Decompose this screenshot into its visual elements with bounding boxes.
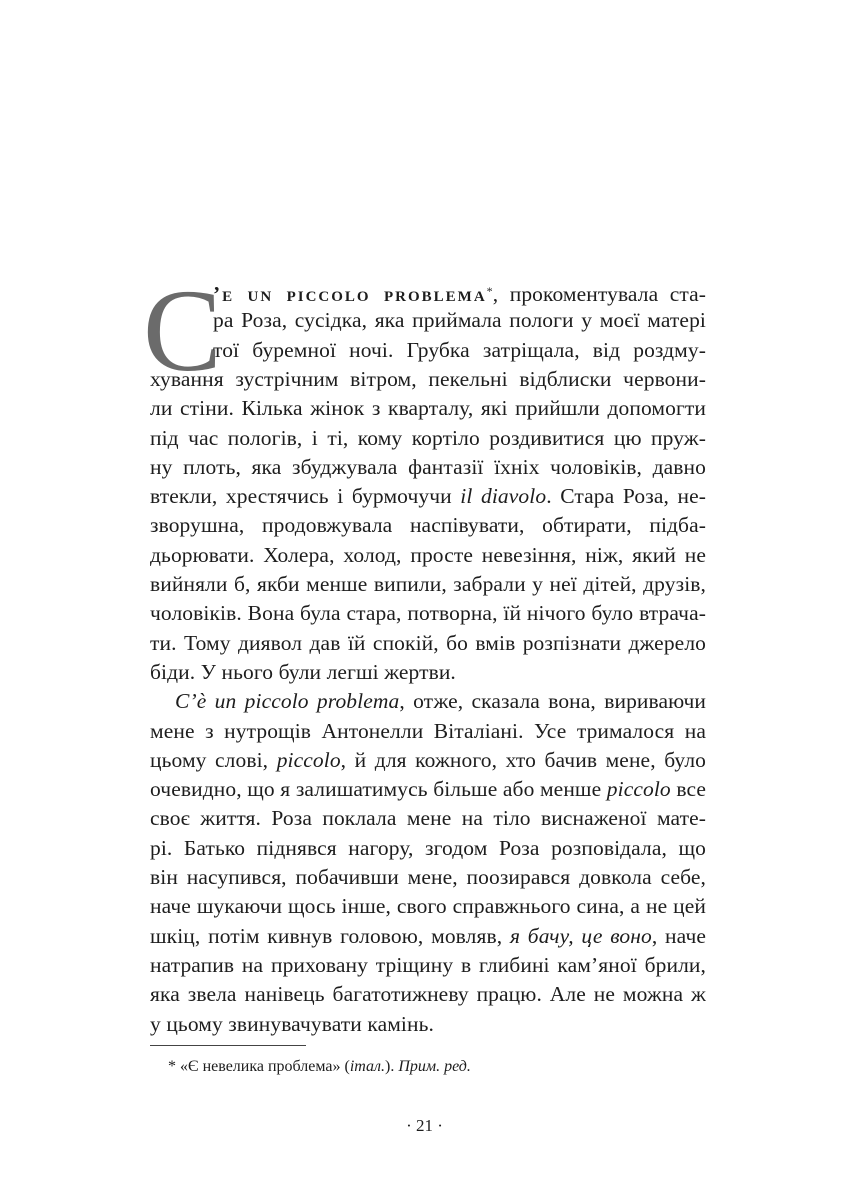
- text-line: [150, 631, 706, 655]
- text-segment: мене з нутрощів Антонелли Віталіані. Усе трималося на: [150, 718, 706, 743]
- text-line: [150, 806, 706, 830]
- text-segment: рі. Батько піднявся нагору, згодом Роза розповідала, що: [150, 835, 706, 860]
- footnote-editor-note: Прим. ред.: [398, 1058, 471, 1075]
- footnote-reference: *: [486, 284, 493, 298]
- text-segment: під час пологів, і ті, кому кортіло роздивитися цю пруж-: [150, 425, 706, 450]
- text-segment: він насупився, побачивши мене, поозирався довкола себе,: [150, 865, 706, 889]
- text-segment: все: [670, 777, 706, 802]
- text-segment: . Стара Роза, не-: [546, 484, 707, 509]
- text-line: [213, 338, 706, 362]
- text-segment: шкіц, потім кивнув головою, мовляв,: [150, 923, 510, 948]
- text-line: [150, 748, 706, 772]
- footnote-lang: італ.: [349, 1058, 385, 1075]
- italic-phrase: C’è un piccolo problema: [175, 689, 400, 714]
- footnote: [168, 1058, 471, 1076]
- text-line: [150, 1012, 706, 1036]
- text-segment: ра Роза, сусідка, яка приймала пологи у моєї матері: [213, 308, 706, 333]
- text-line: [150, 894, 706, 918]
- text-line: [213, 308, 706, 332]
- text-segment: , й для кожного, хто бачив мене, було: [340, 747, 706, 772]
- text-segment: зворушна, продовжувала наспівувати, обтирати, підба-: [150, 513, 706, 538]
- drop-cap: C: [143, 265, 222, 396]
- text-line: [150, 719, 706, 743]
- page-number: · 21 ·: [406, 1116, 443, 1135]
- text-segment: ли стіни. Кілька жінок з кварталу, які прийшли допомогти: [150, 396, 706, 421]
- text-segment: втекли, хрестячись і бурмочучи: [150, 484, 461, 509]
- text-line: [150, 572, 706, 596]
- text-line: [175, 689, 706, 713]
- text-segment: натрапив на приховану тріщину в глибині кам’яної брили,: [150, 952, 706, 977]
- text-segment: , наче: [651, 923, 706, 948]
- italic-phrase: piccolo: [606, 777, 671, 802]
- text-segment: своє життя. Роза поклала мене на тіло виснаженої мате-: [150, 806, 706, 831]
- text-segment: яка звела нанівець багатотижневу працю. Але не можна ж: [150, 982, 706, 1007]
- text-segment: у цьому звинувачувати камінь.: [150, 1011, 434, 1036]
- text-segment: біди. У нього були легші жертви.: [150, 659, 456, 684]
- italic-phrase: piccolo: [276, 747, 341, 772]
- text-line: [150, 982, 706, 1006]
- italic-phrase: il diavolo: [460, 484, 547, 509]
- text-line: [150, 953, 706, 977]
- text-line: [150, 601, 706, 625]
- text-line: [150, 396, 706, 420]
- text-segment: хування зустрічним вітром, пекельні відблиски червони-: [150, 366, 706, 391]
- text-segment: , отже, сказала вона, вириваючи: [399, 689, 706, 714]
- text-segment: наче шукаючи щось інше, свого справжнього сина, а не цей: [150, 894, 706, 919]
- text-segment: очевидно, що я залишатимусь більше або менше: [150, 777, 607, 802]
- lead-in-smallcaps: ’e un piccolo problema: [213, 282, 487, 306]
- text-line: [150, 777, 706, 801]
- footnote-close: ).: [384, 1058, 399, 1075]
- text-line: [150, 660, 706, 684]
- text-segment: цьому слові,: [150, 747, 277, 772]
- text-line: [150, 367, 706, 391]
- text-line: [150, 426, 706, 450]
- italic-phrase: я бачу, це воно: [509, 923, 652, 948]
- text-segment: , прокоментувала ста-: [492, 282, 706, 306]
- text-segment: тої буремної ночі. Грубка затріщала, від роздму-: [213, 337, 706, 362]
- text-segment: вийняли б, якби менше випили, забрали у неї дітей, друзів,: [150, 572, 706, 596]
- text-line: [213, 279, 706, 306]
- text-segment: ти. Тому диявол дав їй спокій, бо вмів розпізнати джерело: [150, 630, 706, 655]
- text-segment: дьорювати. Холера, холод, просте невезіння, ніж, який не: [150, 542, 706, 567]
- text-line: [150, 513, 706, 537]
- text-line: [150, 865, 706, 889]
- footnote-rule: [150, 1045, 306, 1046]
- text-line: [150, 924, 706, 948]
- footnote-marker: *: [168, 1058, 180, 1075]
- text-segment: чоловіків. Вона була стара, потворна, їй нічого було втрача-: [150, 601, 706, 626]
- text-segment: ну плоть, яка збуджувала фантазії їхніх чоловіків, давно: [150, 454, 706, 479]
- text-line: [150, 836, 706, 860]
- text-line: [150, 543, 706, 567]
- text-line: [150, 484, 706, 508]
- footnote-text: «Є невелика проблема» (: [180, 1058, 350, 1075]
- text-line: [150, 455, 706, 479]
